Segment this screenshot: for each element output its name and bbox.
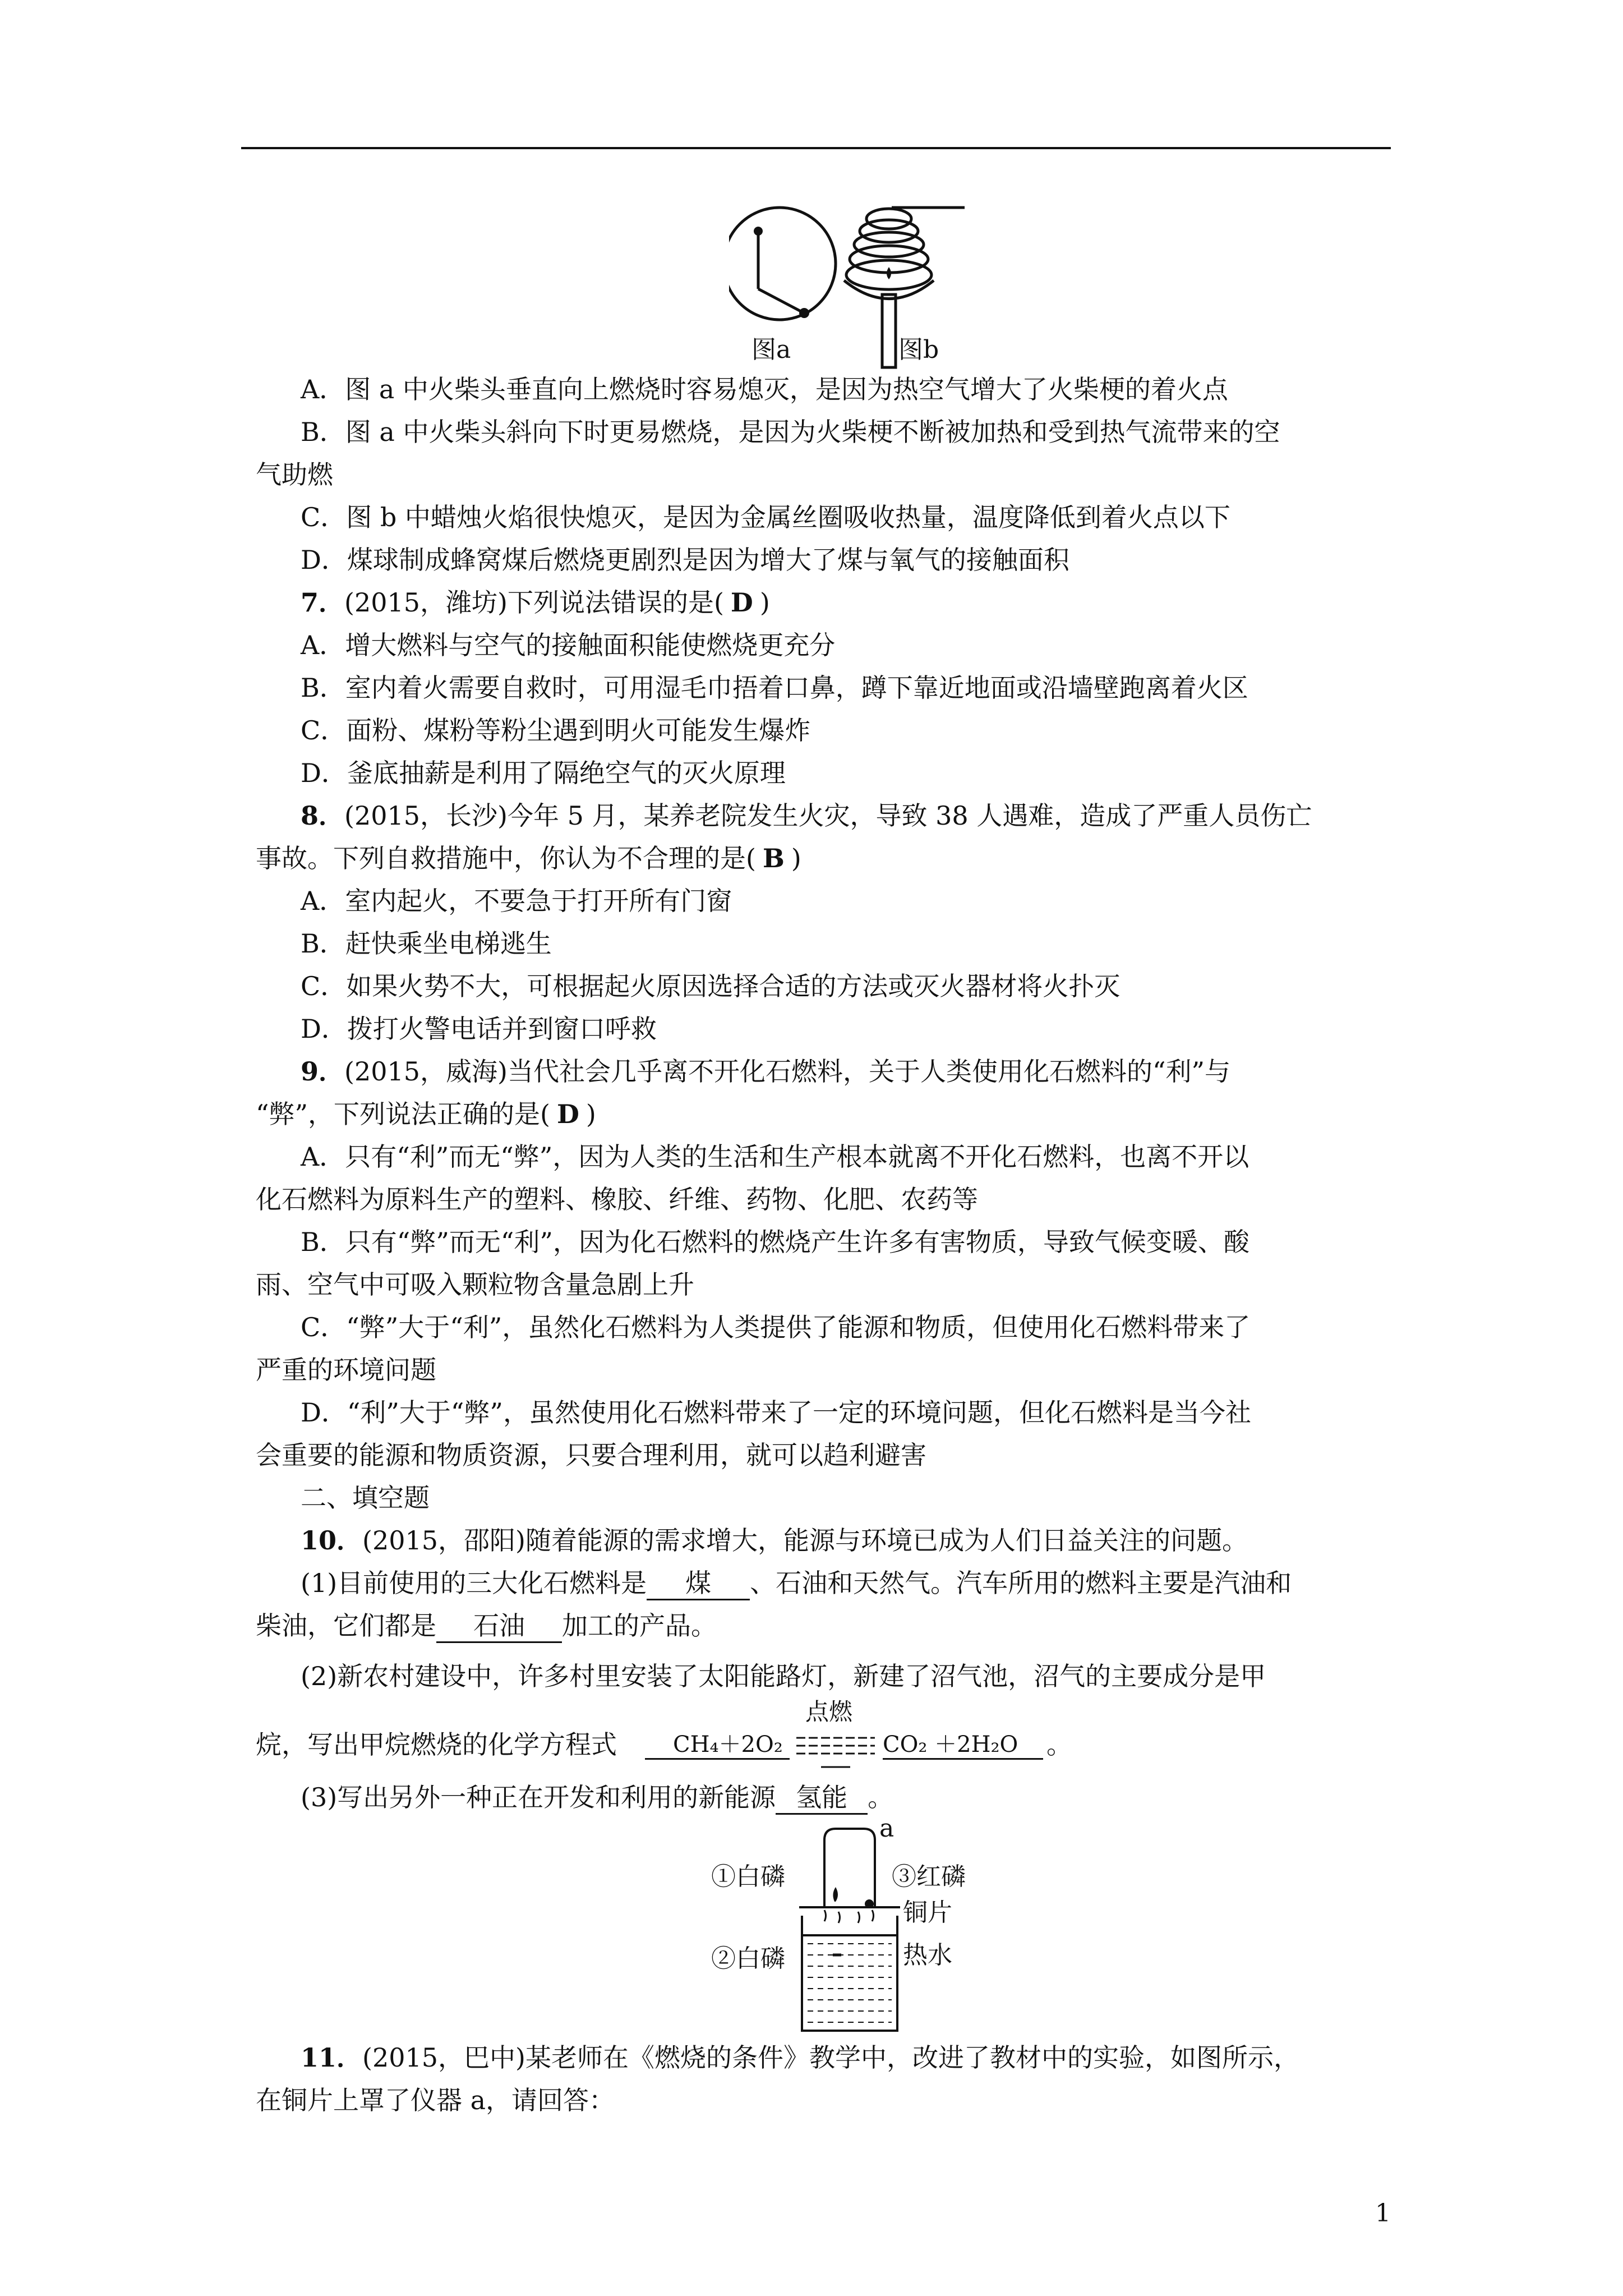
q9-option-d-line1: D．“利”大于“弊”，虽然使用化石燃料带来了一定的环境问题，但化石燃料是当今社 [301,1397,1251,1428]
figure-a-label: 图a [751,335,791,364]
q8-option-c: C．如果火势不大，可根据起火原因选择合适的方法或灭火器材将火扑灭 [301,971,1121,1001]
q10-equation-underline-right [883,1758,1043,1760]
q10-part3: (3)写出另外一种正在开发和利用的新能源 氢能 。 [301,1782,893,1815]
figure-label-white-phosphorus-1: ①白磷 [711,1862,785,1891]
q8-number: 8． [301,800,345,831]
figure-apparatus [785,1823,920,2036]
q10-equation-underline-left [645,1758,790,1760]
q8-stem-line1: 8．(2015，长沙)今年 5 月，某养老院发生火灾，导致 38 人遇难，造成了严重人员伤亡 [301,800,1312,831]
apparatus-vessel-a [824,1829,875,1907]
q7-stem: 7．(2015，潍坊)下列说法错误的是( D ) [301,587,770,618]
q9-option-b-line1: B．只有“弊”而无“利”，因为化石燃料的燃烧产生许多有害物质，导致气候变暖、酸 [301,1227,1249,1257]
q7-option-b: B．室内着火需要自救时，可用湿毛巾捂着口鼻，蹲下靠近地面或沿墙壁跑离着火区 [301,673,1248,703]
q10-number: 10． [301,1525,363,1556]
q8-option-d: D．拨打火警电话并到窗口呼救 [301,1014,657,1044]
q10-equation-left: CH₄＋2O₂ [673,1732,783,1757]
apparatus-beaker [802,1916,897,2031]
q8-stem-line2: 事故。下列自救措施中，你认为不合理的是( B ) [256,843,801,873]
q8-option-b: B．赶快乘坐电梯逃生 [301,928,552,959]
q7-option-a: A．增大燃料与空气的接触面积能使燃烧更充分 [301,630,836,660]
q9-answer: D [556,1099,579,1129]
figure-label-white-phosphorus-2: ②白磷 [711,1944,785,1973]
q7-option-c: C．面粉、煤粉等粉尘遇到明火可能发生爆炸 [301,715,811,746]
q9-option-b-line2: 雨、空气中可吸入颗粒物含量急剧上升 [256,1269,694,1300]
header-rule [241,147,1391,149]
q9-option-c-line1: C．“弊”大于“利”，虽然化石燃料为人类提供了能源和物质，但使用化石燃料带来了 [301,1312,1251,1342]
q9-option-d-line2: 会重要的能源和物质资源，只要合理利用，就可以趋利避害 [256,1440,926,1470]
q9-number: 9． [301,1056,345,1087]
q6-option-b-line2: 气助燃 [256,459,333,490]
q11-stem-line1: 11．(2015，巴中)某老师在《燃烧的条件》教学中，改进了教材中的实验，如图所示， [301,2042,1299,2073]
q10-answer-3: 氢能 [776,1782,868,1815]
q8-answer: B [762,843,785,873]
q9-option-a-line2: 化石燃料为原料生产的塑料、橡胶、纤维、药物、化肥、农药等 [256,1184,978,1214]
q10-equation-condition: 点燃 [805,1698,853,1726]
q10-equation-sign [796,1733,875,1773]
q7-number: 7． [301,587,345,618]
q10-answer-2: 石油 [436,1610,562,1643]
q10-part2-line2: 烷，写出甲烷燃烧的化学方程式 [256,1729,617,1760]
section-heading: 二、填空题 [301,1483,430,1513]
q10-stem: 10．(2015，邵阳)随着能源的需求增大，能源与环境已成为人们日益关注的问题。 [301,1525,1248,1556]
q11-stem-line2: 在铜片上罩了仪器 a，请回答： [256,2085,615,2115]
figure-b-label: 图b [898,335,939,364]
q9-option-c-line2: 严重的环境问题 [256,1355,436,1385]
figure-label-red-phosphorus: ③红磷 [892,1862,966,1891]
q10-answer-1: 煤 [647,1567,750,1600]
q10-part2-line1: (2)新农村建设中，许多村里安装了太阳能路灯，新建了沼气池，沼气的主要成分是甲 [301,1661,1266,1691]
figure-label-hot-water: 热水 [903,1941,952,1970]
q7-option-d: D．釜底抽薪是利用了隔绝空气的灭火原理 [301,758,786,788]
q10-part1-line1: (1)目前使用的三大化石燃料是 煤 、石油和天然气。汽车所用的燃料主要是汽油和 [301,1567,1292,1600]
q6-option-d: D．煤球制成蜂窝煤后燃烧更剧烈是因为增大了煤与氧气的接触面积 [301,545,1069,575]
page-number: 1 [1375,2199,1391,2228]
q6-option-c: C．图 b 中蜡烛火焰很快熄灭，是因为金属丝圈吸收热量，温度降低到着火点以下 [301,502,1230,532]
q6-option-a: A．图 a 中火柴头垂直向上燃烧时容易熄灭，是因为热空气增大了火柴梗的着火点 [301,374,1228,404]
figure-label-copper: 铜片 [903,1898,952,1927]
q7-text: (2015，潍坊)下列说法错误的是( [344,587,724,618]
q10-part1-line2: 柴油，它们都是 石油 加工的产品。 [256,1610,717,1643]
q9-stem-line2: “弊”，下列说法正确的是( D ) [256,1099,596,1129]
q7-answer: D [730,587,753,618]
q11-number: 11． [301,2042,363,2073]
figure-label-a: a [879,1814,895,1843]
q8-option-a: A．室内起火，不要急于打开所有门窗 [301,886,732,916]
q10-equation-right: CO₂ ＋2H₂O [883,1732,1018,1757]
q10-equation-end: 。 [1046,1729,1072,1760]
q9-option-a-line1: A．只有“利”而无“弊”，因为人类的生活和生产根本就离不开化石燃料，也离不开以 [301,1142,1249,1172]
q6-option-b-line1: B．图 a 中火柴头斜向下时更易燃烧，是因为火柴梗不断被加热和受到热气流带来的空 [301,417,1280,447]
q9-stem-line1: 9．(2015，威海)当代社会几乎离不开化石燃料，关于人类使用化石燃料的“利”与 [301,1056,1231,1087]
